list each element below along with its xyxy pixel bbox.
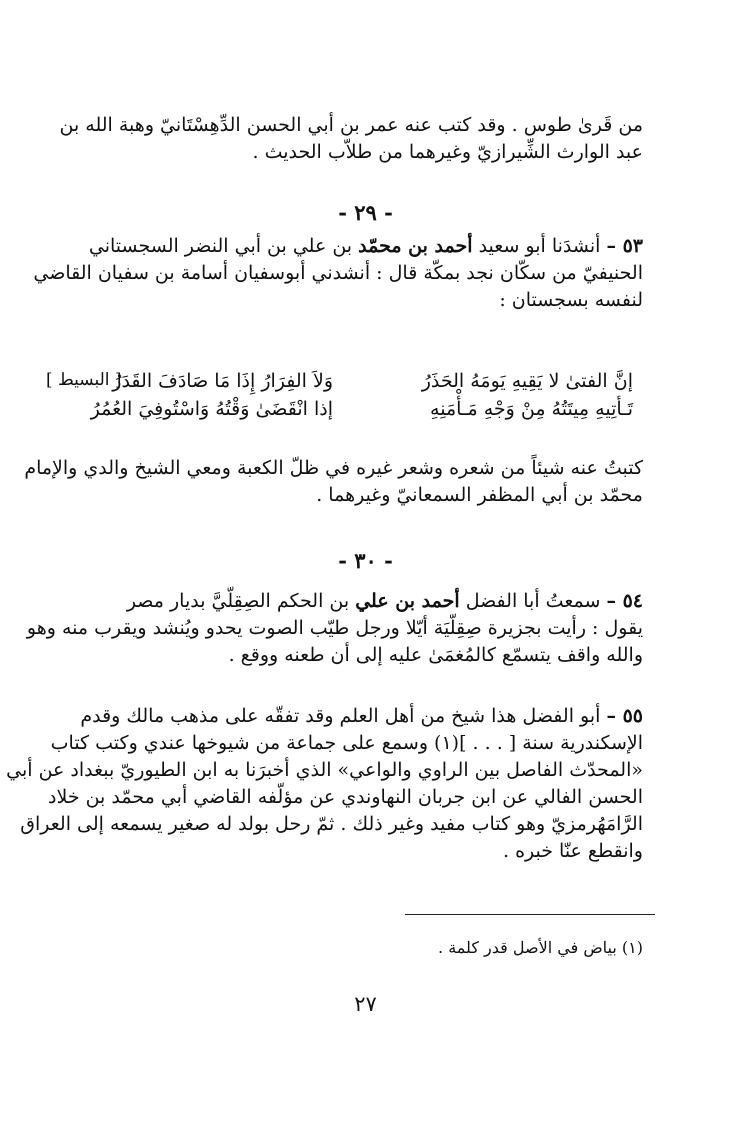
entry-54-first-line <box>43 588 643 615</box>
verse-first-hemistich: تَـأتِيهِ مِيتَتُهُ مِنْ وَجْهِ مَـأْمَنِهِ <box>430 398 633 420</box>
text-line: عبد الوارث الشِّيرازيّ وغيرهما من طلاّب الحديث . <box>252 141 643 163</box>
entry-54 <box>26 588 643 669</box>
entry-text: أبو الفضل هذا شيخ من أهل العلم وقد تفقّه على مذهب مالك وقدم <box>80 705 601 727</box>
section-heading-30: - ٣٠ - <box>338 548 393 573</box>
entry-55 <box>6 703 643 865</box>
text-line: والله واقف يتسمّع كالمُغمَىٰ عليه إلى أن طعنه ووقع . <box>228 644 643 666</box>
verse-second-hemistich: إذا انْقَضَىٰ وَقْتُهُ وَاسْتُوفِيَ العُمُرُ <box>90 398 333 420</box>
entry-text: بن الحكم الصِقِلّيَّ بديار مصر <box>126 590 350 612</box>
entry-53-first-line <box>43 233 643 260</box>
text-line: وانقطع عنّا خبره . <box>503 840 643 862</box>
entry-number: ٥٥ – <box>606 705 643 727</box>
entry-person-name: أحمد بن محمّد <box>358 235 473 257</box>
text-line: محمّد بن أبي المظفر السمعانيّ وغيرهما . <box>316 484 643 506</box>
section-heading-29: - ٢٩ - <box>338 200 393 225</box>
text-line: الحسن الفالي عن ابن جربان النهاوندي عن مؤلّفه القاضي أبي محمّد بن خلاد <box>48 786 643 808</box>
entry-person-name: أحمد بن علي <box>355 590 460 612</box>
text-line: الرَّامَهُرمزيّ وهو كتاب مفيد وغير ذلك . ثمّ رحل بولد له صغير يسمعه إلى العراق <box>20 813 643 835</box>
text-line: من قَرىٰ طوس . وقد كتب عنه عمر بن أبي الحسن الدِّهِسْتَانيّ وهبة الله بن <box>59 114 643 136</box>
intro-paragraph <box>43 112 643 166</box>
entry-number: ٥٣ – <box>606 235 643 257</box>
entry-text: بن علي بن أبي النضر السجستاني <box>88 235 353 257</box>
page-number: ٢٧ <box>354 992 377 1016</box>
text-line: الإسكندرية سنة [ . . . ](١) وسمع على جماعة من شيوخها عندي وكتب كتاب <box>50 732 643 754</box>
entry-text: أنشدَنا أبو سعيد <box>478 235 601 257</box>
entry-55-first-line <box>43 703 643 730</box>
poem-meter-label: [ البسيط ] <box>46 370 122 390</box>
after-poem-paragraph <box>24 455 643 509</box>
entry-number: ٥٤ – <box>606 590 643 612</box>
text-line: «المحدّث الفاصل بين الراوي والواعي» الذي أخبرَنا به ابن الطيوريّ ببغداد عن أبي <box>6 759 643 781</box>
footnote-separator <box>405 914 655 915</box>
text-line: كتبتُ عنه شيئاً من شعره وشعر غيره في ظلّ الكعبة ومعي الشيخ والدي والإمام <box>24 457 643 479</box>
poem <box>90 370 633 426</box>
footnote: (١) بياض في الأصل قدر كلمة . <box>438 938 643 957</box>
entry-53 <box>33 233 643 314</box>
text-line: لنفسه بسجستان : <box>499 289 643 311</box>
verse-first-hemistich: إنَّ الفتىٰ لا يَقِيهِ يَومَهُ الحَذَرُ <box>421 370 633 392</box>
verse-second-hemistich: وَلاَ الفِرَارُ إِذَا مَا صَادَفَ القَدَرُ <box>112 370 333 392</box>
poem-verse <box>90 398 633 426</box>
poem-verse <box>93 370 633 398</box>
entry-text: سمعتُ أبا الفضل <box>465 590 601 612</box>
text-line: يقول : رأيت بجزيرة صِقِلّيَة أيّلا ورجل طيّب الصوت يحدو ويُنشد ويقرب منه وهو <box>26 617 643 639</box>
text-line: الحنيفيّ من سكّان نجد بمكّة قال : أنشدني أبوسفيان أسامة بن سفيان القاضي <box>33 262 643 284</box>
